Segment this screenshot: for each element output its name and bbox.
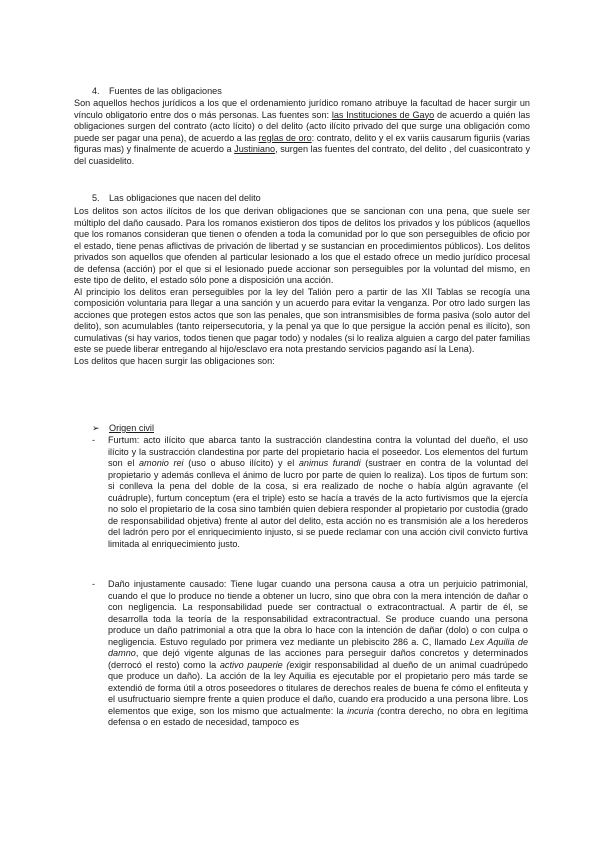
section-4-number: 4. bbox=[92, 86, 100, 96]
section-5-number: 5. bbox=[92, 193, 100, 203]
furtum-text-a: Furtum: acto ilícito que abarca tanto la sustracción clandestina contra la voluntad del dueño, el uso ilícito y la sustracción clandestina por parte del propietario hacia el poseedor. Los elementos del furtum son el bbox=[108, 435, 528, 468]
furtum-term-animus-furandi: animus furandi bbox=[298, 458, 361, 468]
s5-paragraph-3: Los delitos que hacen surgir las obligaciones son: bbox=[74, 355, 275, 366]
dano-term-activo-pauperie: activo pauperie ( bbox=[219, 659, 290, 670]
dano-text-d: contra derecho, no obra en legítima defensa o en estado de necesidad, tampoco es bbox=[108, 705, 529, 727]
section-5-heading bbox=[92, 193, 261, 205]
bullet-label: Origen civil bbox=[109, 423, 154, 433]
s4-text-c: : contrato, delito y el ex variis causarum figuriis (varias figuras mas) y finalmente de acuerdo a bbox=[74, 132, 530, 154]
s4-text-b: de acuerdo a quién las obligaciones surgen del contrato (acto lícito) o del delito (acto ilícito privado del que surge una obligación como puede ser pagar una pena), de acuerdo a las bbox=[74, 109, 530, 143]
dano-text-a: Daño injustamente causado: Tiene lugar cuando una persona causa a otra un perjuicio patrimonial, cuando el que lo produce no tiende a obtener un lucro, sino que obra con la mera intención de dañar o con negligencia. La responsabilidad puede ser contractual o extracontractual. A partir de él, se desarrolla toda la teoría de la responsabilidad extracontractual. Se produce cuando una persona produce un daño patrimonial a otra que la obra lo hace con la intención de dañar (dolo) o con culpa o negligencia. Estuvo regulado por primera vez mediante un plebiscito 286 a. C, llamado bbox=[108, 579, 528, 647]
dash-marker: - bbox=[92, 435, 96, 445]
section-5-title: Las obligaciones que nacen del delito bbox=[109, 193, 261, 203]
dano-text-c: exigir responsabilidad al dueño de un animal cuadrúpedo que produce un daño). La acción de la ley Aquilia es ejecutable por el propietario pero más tarde se extendió de forma útil a otros poseedores o titulares de derechos reales de buena fe cómo el enfiteuta y el usufructuario siempre frente a quien produce el daño, cuando era producido a una persona libre. Los elementos que exige, son los mismo que actualmente: la bbox=[108, 659, 528, 716]
bullet-origen-civil bbox=[92, 423, 154, 435]
item-dano-injusto bbox=[92, 579, 528, 729]
link-instituciones-gayo[interactable]: las Instituciones de Gayo bbox=[331, 109, 435, 120]
dash-marker: - bbox=[92, 579, 96, 589]
furtum-term-amonio-rei: amonio rei bbox=[139, 458, 184, 468]
item-furtum bbox=[92, 435, 528, 550]
s5-paragraph-2: Al principio los delitos eran perseguibles por la ley del Talión pero a partir de las XII Tablas se recogía una composición voluntaria para llegar a una sanción y un acuerdo para evitar la venganza. Por otro lado surgen las acciones que protegen estos actos que son las penales, que son intransmisibles de forma pasiva (solo autor del delito), son acumulables (tanto reipersecutoria, y la penal ya que lo que persigue la acción penal es ilícito), son cumulativas (si hay varios, todos tienen que pagar todo) y nodales (si lo realiza alguien a cargo del pater familias este se puede liberar entregando al hijo/esclavo era nota prestando servicios pagando así la Lena). bbox=[74, 286, 530, 354]
furtum-text-b: (uso o abuso ilícito) y el bbox=[183, 458, 299, 468]
s4-text-a: Son aquellos hechos jurídicos a los que el ordenamiento jurídico romano atribuye la facultad de hacer surgir un vínculo obligatorio entre dos o más personas. Las fuentes son: bbox=[74, 98, 530, 120]
arrow-bullet-icon: ➢ bbox=[92, 423, 100, 433]
furtum-text-c: (sustraer en contra de la voluntad del propietario y además conlleva el ánimo de lucro por parte de quien lo realiza). Los tipos de furtum son: si conlleva la pena del doble de la cosa, si era realizado de noche o había algún agravante (el cuádruple), furtum conceptum (era el triple) esto se hacía a través de la acto furtivismos que la ejercía no solo el propietario de la cosa sino también quien debiera responder al propietario por custodia (grado de responsabilidad objetiva) frente al autor del delito, esta acción no es transmisión ale a los herederos del ladrón pero por el enriquecimiento injusto, si se puede reclamar con una acción civil convicto furtiva limitada al enriquecimiento justo. bbox=[108, 458, 528, 549]
s4-text-d: , surgen las fuentes del contrato, del delito , del cuasicontrato y del cuasidelito. bbox=[74, 144, 530, 166]
section-4-paragraph bbox=[74, 98, 530, 167]
link-reglas-de-oro[interactable]: reglas de oro bbox=[258, 132, 312, 143]
dano-term-lex-aquilia: Lex Aquilia de damno bbox=[108, 636, 528, 658]
link-justiniano[interactable]: Justiniano bbox=[234, 144, 276, 154]
section-4-title: Fuentes de las obligaciones bbox=[109, 86, 222, 96]
dano-term-incuria: incuria ( bbox=[347, 705, 381, 716]
section-4-heading bbox=[92, 86, 222, 98]
section-5-body bbox=[74, 206, 530, 367]
s5-paragraph-1: Los delitos son actos ilícitos de los que derivan obligaciones que se sancionan con una pena, que suele ser múltiplo del daño causado. Para los romanos existieron dos tipos de delitos los privados y los públicos (aquellos que los romanos consideran que tienen o ofenden a toda la comunidad por lo que son perseguibles de oficio por el estado, tiene penas aflictivas de privación de libertad y se sustancian en procedimientos públicos). Los delitos privados son aquellos que ofenden al particular lesionado a los que el estado ofrece un medio jurídico procesal de defensa (acción) por el que si el lesionado puede accionar son perseguibles por la voluntad del mismo, en este tipo de delito, el estado sólo pone a disposición una acción. bbox=[74, 206, 530, 285]
dano-text-b: , que dejó vigente algunas de las acciones para perseguir daños concretos y determinados (derrocó el resto) como la bbox=[108, 648, 528, 670]
